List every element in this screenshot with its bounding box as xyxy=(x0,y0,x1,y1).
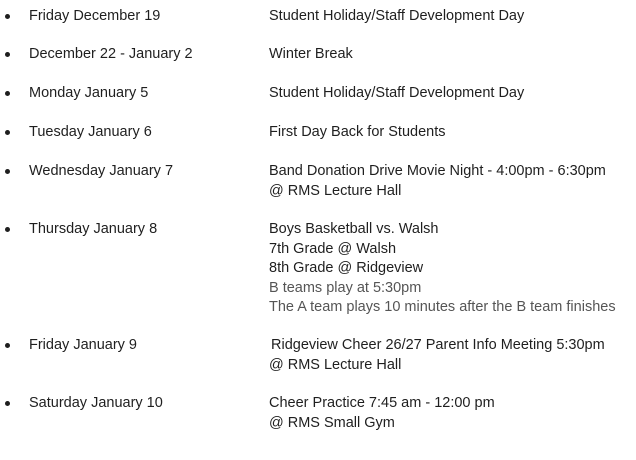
bullet-icon xyxy=(5,401,10,406)
bullet-icon xyxy=(5,91,10,96)
event-details xyxy=(269,45,353,65)
event-detail-line: Winter Break xyxy=(269,46,353,62)
event-detail-line: @ RMS Small Gym xyxy=(269,414,395,431)
event-detail-line: @ RMS Lecture Hall xyxy=(269,356,402,373)
event-detail-line: 7th Grade @ Walsh xyxy=(269,240,397,257)
event-date: Thursday January 8 xyxy=(29,221,158,237)
event-details xyxy=(269,7,524,27)
event-detail-line: First Day Back for Students xyxy=(269,124,446,140)
event-date: Saturday January 10 xyxy=(29,395,163,411)
event-date: Friday December 19 xyxy=(29,8,161,24)
event-detail-line: Student Holiday/Staff Development Day xyxy=(269,85,525,101)
event-detail-line: @ RMS Lecture Hall xyxy=(269,182,402,199)
event-detail-line: 8th Grade @ Ridgeview xyxy=(269,260,424,276)
event-detail-line: Ridgeview Cheer 26/27 Parent Info Meeting 5:30pm xyxy=(271,337,605,353)
event-date: Monday January 5 xyxy=(29,85,149,101)
event-details xyxy=(269,84,524,104)
event-date: Tuesday January 6 xyxy=(29,124,152,140)
event-detail-line: Student Holiday/Staff Development Day xyxy=(269,8,525,24)
event-date: Friday January 9 xyxy=(29,337,137,353)
bullet-icon xyxy=(5,169,10,174)
event-details xyxy=(269,336,605,375)
bullet-icon xyxy=(5,14,10,19)
event-details xyxy=(269,394,495,433)
event-detail-line: The A team plays 10 minutes after the B team finishes xyxy=(269,299,616,315)
event-details xyxy=(269,123,445,143)
bullet-icon xyxy=(5,130,10,135)
bullet-icon xyxy=(5,52,10,57)
bullet-icon xyxy=(5,227,10,232)
event-details xyxy=(269,220,616,318)
event-detail-line: Cheer Practice 7:45 am - 12:00 pm xyxy=(269,395,495,411)
event-date: Wednesday January 7 xyxy=(29,163,174,179)
event-details xyxy=(269,162,606,201)
event-detail-line: Band Donation Drive Movie Night - 4:00pm - 6:30pm xyxy=(269,163,606,179)
event-detail-line: Boys Basketball vs. Walsh xyxy=(269,221,439,237)
event-date: December 22 - January 2 xyxy=(29,46,193,62)
bullet-icon xyxy=(5,343,10,348)
event-detail-line: B teams play at 5:30pm xyxy=(269,279,422,296)
